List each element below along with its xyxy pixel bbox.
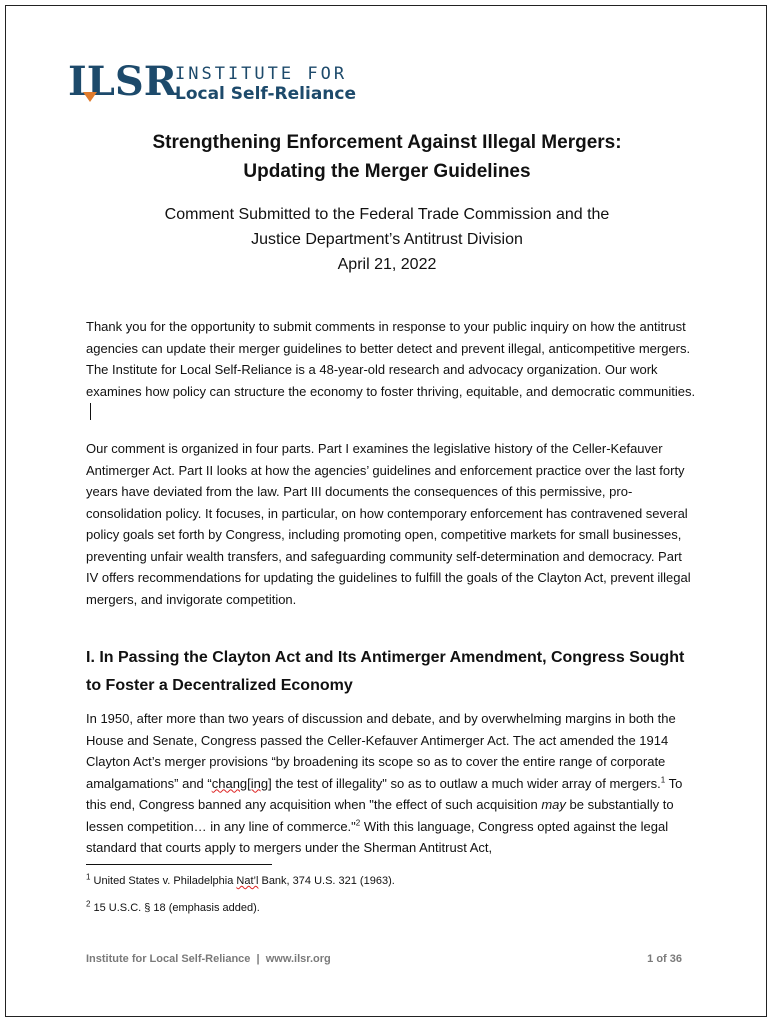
title-line2: Updating the Merger Guidelines	[243, 161, 531, 182]
ilsr-logo	[68, 58, 368, 110]
text-cursor	[90, 403, 91, 420]
spellcheck-word: Nat’l	[236, 875, 259, 887]
logo-mark: ILSR	[68, 58, 177, 105]
footnote-ref-2[interactable]: 2	[355, 818, 361, 828]
logo-text-line1: INSTITUTE FOR	[175, 64, 348, 84]
submission-date: April 21, 2022	[337, 256, 437, 273]
paragraph-history[interactable]: In 1950, after more than two years of discussion and debate, and by overwhelming margins in both the House and Senate, Congress passed the Celler-Kefauver Antimerger Act. The act amended the 1914 Clayton Act’s merger provisions “by broadening its scope so as to cover the entire range of corporate amalgamations” and “chang[ing] the test of illegality" so as to outlaw a much wider array of mergers.$^1$ To this end, Congress banned any acquisition when "the effect of such acquisition may be substantially to lessen competition… in any line of commerce."$^2$ With this language, Congress opted against the legal standard that courts apply to mergers under the Sherman Antitrust Act,	[86, 711, 683, 855]
logo-text-line2: Local Self-Reliance	[175, 84, 357, 104]
paragraph-intro[interactable]	[86, 316, 696, 424]
paragraph-intro-text: Thank you for the opportunity to submit comments in response to your public inquiry on how the antitrust agencies can update their merger guidelines to better detect and prevent illegal, anticompetitive mergers. The Institute for Local Self-Reliance is a 48-year-old research and advocacy organization. Our work examines how policy can structure the economy to foster thriving, equitable, and democratic communities.	[86, 319, 696, 399]
page-number: 1 of 36	[647, 953, 682, 965]
subtitle-line2: Justice Department’s Antitrust Division	[251, 231, 523, 248]
paragraph-outline[interactable]: Our comment is organized in four parts. Part I examines the legislative history of the Celler-Kefauver Antimerger Act. Part II looks at how the agencies’ guidelines and enforcement practice over the last forty years have deviated from the law. Part III documents the consequences of this permissive, pro-consolidation policy. It focuses, in particular, on how contemporary enforcement has contravened several policy goals set forth by Congress, including promoting open, competitive markets for small businesses, preventing unfair wealth transfers, and safeguarding community self-determination and democracy. Part IV offers recommendations for updating the guidelines to fulfill the goals of the Clayton Act, prevent illegal mergers, and invigorate competition.	[86, 441, 691, 607]
footer-org: Institute for Local Self-Reliance | www.ilsr.org	[86, 953, 331, 965]
spellcheck-word: chang[ing]	[211, 775, 272, 791]
title-line1: Strengthening Enforcement Against Illegal Mergers:	[152, 132, 622, 153]
footnote-ref-1[interactable]: 1	[660, 775, 666, 785]
footnote-1: $^1$ United States v. Philadelphia Nat’l Bank, 374 U.S. 321 (1963).	[86, 872, 395, 887]
footnote-2: $^2$ 15 U.S.C. § 18 (emphasis added).	[86, 899, 260, 914]
subtitle-line1: Comment Submitted to the Federal Trade Commission and the	[164, 206, 610, 223]
footnote-divider	[86, 864, 272, 865]
document-title	[6, 128, 768, 186]
document-page	[5, 5, 767, 1017]
logo-triangle-icon	[83, 92, 97, 102]
section-heading: I. In Passing the Clayton Act and Its Antimerger Amendment, Congress Sought to Foster a Decentralized Economy	[86, 649, 685, 694]
document-subtitle	[6, 202, 768, 277]
